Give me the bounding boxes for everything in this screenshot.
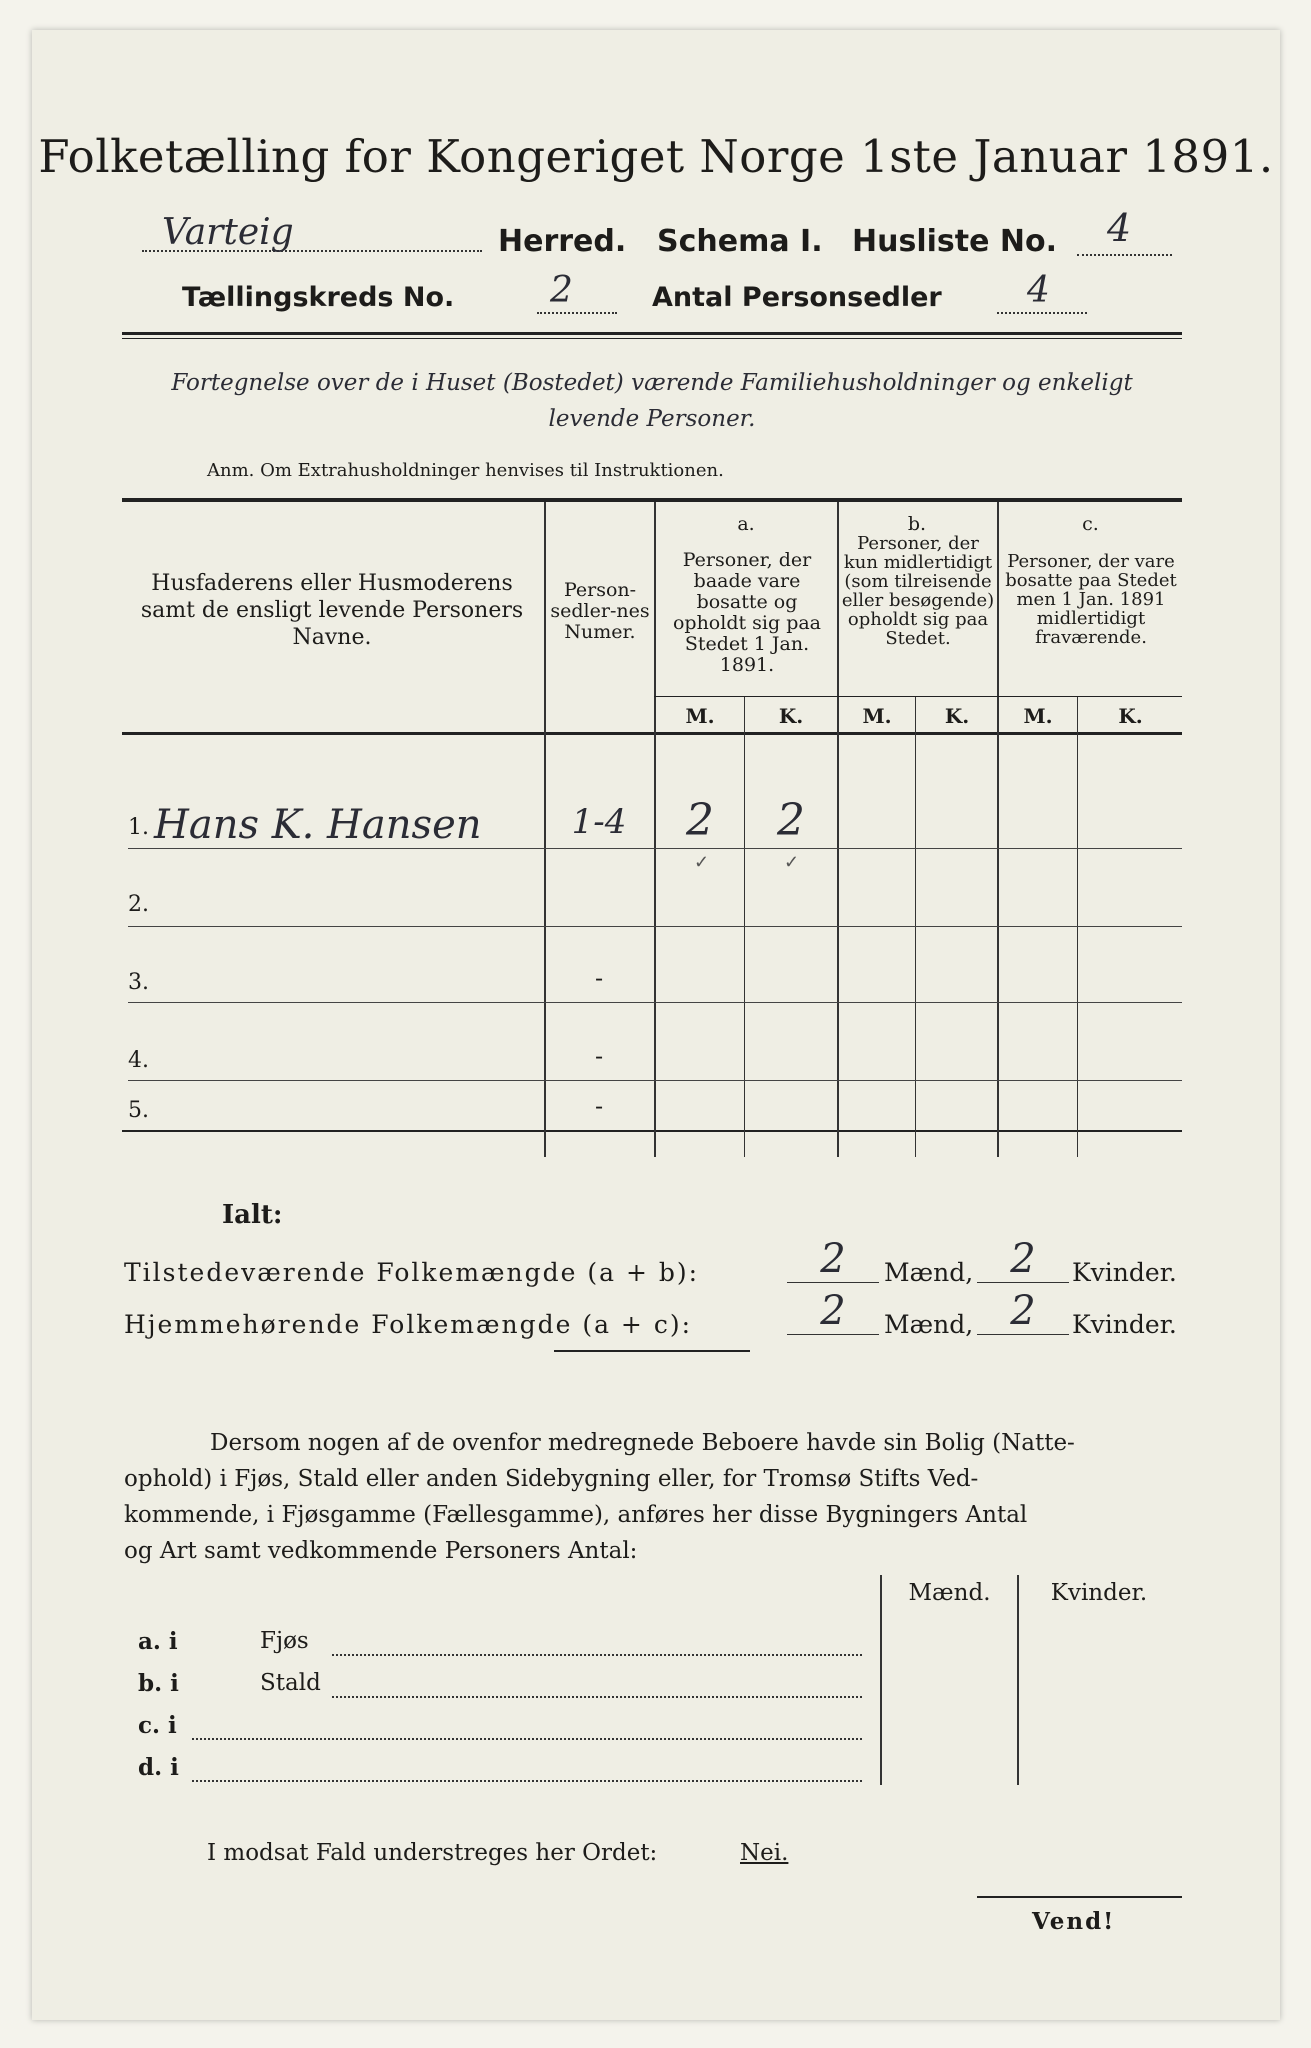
hjemme-label: Hjemmehørende Folkemængde (a + c): [124,1310,692,1339]
buildings-para-line-3: kommende, i Fjøsgamme (Fællesgamme), anføres her disse Bygningers Antal [124,1502,1028,1528]
table-bottom-rule [122,1130,1182,1132]
hjemme-kvinder-value: 2 [1010,1288,1036,1334]
kreds-value: 2 [550,270,573,311]
col-c-m-label: M. [1023,704,1053,728]
row-4-numer: - [594,1042,604,1070]
tilstede-kvinder-value: 2 [1010,1236,1036,1282]
header-rule-thin [122,338,1182,339]
col-a-header: Personer, der baade vare bosatte og opholdt sig paa Stedet 1 Jan. 1891. [672,549,822,676]
col-a-k-label: K. [778,704,804,728]
header-rule [122,332,1182,335]
row-4-number: 4. [128,1048,149,1073]
anm-note: Anm. Om Extrahusholdninger henvises til Instruktionen. [207,460,724,481]
row-1-number: 1. [128,815,149,840]
tilstede-maend-line [787,1282,879,1283]
census-form-page [32,30,1280,2020]
vend-text: Vend! [1032,1908,1116,1935]
buildings-para-line-4: og Art samt vedkommende Personers Antal: [124,1538,638,1564]
buildings-row-c-letter: c. i [138,1712,177,1739]
col-a-m-label: M. [685,704,715,728]
col-divider-4 [997,502,999,1157]
row-3-numer: - [594,964,604,992]
personsedler-label: Antal Personsedler [652,282,942,313]
tilstede-kvinder-label: Kvinder. [1072,1258,1177,1287]
col-b-letter: b. [907,513,927,535]
schema-label: Schema I. [657,224,823,259]
buildings-row-d-letter: d. i [138,1754,179,1781]
husliste-value: 4 [1107,206,1132,250]
buildings-row-c-dots [192,1718,862,1740]
personsedler-value: 4 [1027,270,1050,311]
row-1-a-k-checkmark: ✓ [784,852,800,873]
buildings-row-b-dots [332,1676,862,1698]
buildings-row-d-dots [192,1760,862,1782]
buildings-row-b-label: Stald [260,1670,321,1696]
buildings-row-b-letter: b. i [138,1670,179,1697]
col-c-letter: c. [1082,513,1099,535]
table-header-rule [122,732,1182,735]
row-4-rule [128,1080,1182,1081]
tilstede-label: Tilstedeværende Folkemængde (a + b): [124,1258,700,1287]
col-b-m-label: M. [862,704,892,728]
col-numer-header: Person-sedler-nes Numer. [550,579,650,643]
row-1-numer: 1-4 [571,802,627,842]
vend-rule [977,1896,1182,1898]
buildings-row-a-letter: a. i [138,1628,178,1655]
col-b-header: Personer, der kun midlertidigt (som tilreisende eller besøgende) opholdt sig paa Stedet. [841,533,995,649]
tilstede-maend-value: 2 [820,1236,846,1282]
husliste-label: Husliste No. [852,224,1057,259]
intro-line-1: Fortegnelse over de i Huset (Bostedet) værende Familiehusholdninger og enkeligt [171,370,1133,396]
row-3-rule [128,1002,1182,1003]
row-5-numer: - [594,1092,604,1120]
row-3-number: 3. [128,970,149,995]
col-names-header: Husfaderens eller Husmoderens samt de ensligt levende Personers Navne. [140,571,524,650]
kreds-label: Tællingskreds No. [182,282,455,313]
col-divider-3 [837,502,839,1157]
row-1-name: Hans K. Hansen [154,802,482,848]
section-separator [554,1350,750,1352]
ialt-label: Ialt: [222,1200,283,1230]
buildings-divider-1 [880,1575,882,1785]
table-top-rule [122,498,1182,502]
herred-value: Varteig [162,212,294,253]
buildings-kvinder-header: Kvinder. [1050,1580,1148,1606]
hjemme-kvinder-line [977,1334,1069,1335]
row-1-rule [128,848,1182,849]
buildings-row-a-dots [332,1634,862,1656]
hjemme-maend-label: Mænd, [884,1310,974,1339]
tilstede-kvinder-line [977,1282,1069,1283]
row-2-number: 2. [128,892,149,917]
hjemme-maend-value: 2 [820,1288,846,1334]
row-2-rule [128,926,1182,927]
col-b-k-label: K. [944,704,970,728]
hjemme-kvinder-label: Kvinder. [1072,1310,1177,1339]
col-c-header: Personer, der vare bosatte paa Stedet men 1 Jan. 1891 midlertidigt fraværende. [1005,551,1177,648]
buildings-maend-header: Mænd. [908,1580,991,1606]
form-title: Folketælling for Kongeriget Norge 1ste Januar 1891. [38,130,1274,183]
herred-label: Herred. [498,224,627,259]
buildings-row-a-label: Fjøs [260,1628,309,1654]
kreds-dotted-line [537,282,617,314]
buildings-para-line-1: Dersom nogen af de ovenfor medregnede Beboere havde sin Bolig (Natte- [210,1430,1075,1456]
modsat-text: I modsat Fald understreges her Ordet: [207,1840,658,1866]
buildings-para-line-2: ophold) i Fjøs, Stald eller anden Sidebygning eller, for Tromsø Stifts Ved- [124,1466,979,1492]
row-1-a-m-checkmark: ✓ [694,852,710,873]
col-c-k-label: K. [1118,704,1143,728]
nei-word: Nei. [740,1840,789,1866]
row-1-a-k: 2 [777,795,805,846]
mk-header-rule [654,696,1182,697]
row-5-number: 5. [128,1098,149,1123]
hjemme-maend-line [787,1334,879,1335]
buildings-divider-2 [1017,1575,1019,1785]
row-1-a-m: 2 [686,795,714,846]
intro-line-2: levende Personer. [548,406,756,432]
tilstede-maend-label: Mænd, [884,1258,974,1287]
col-a-letter: a. [737,513,755,535]
